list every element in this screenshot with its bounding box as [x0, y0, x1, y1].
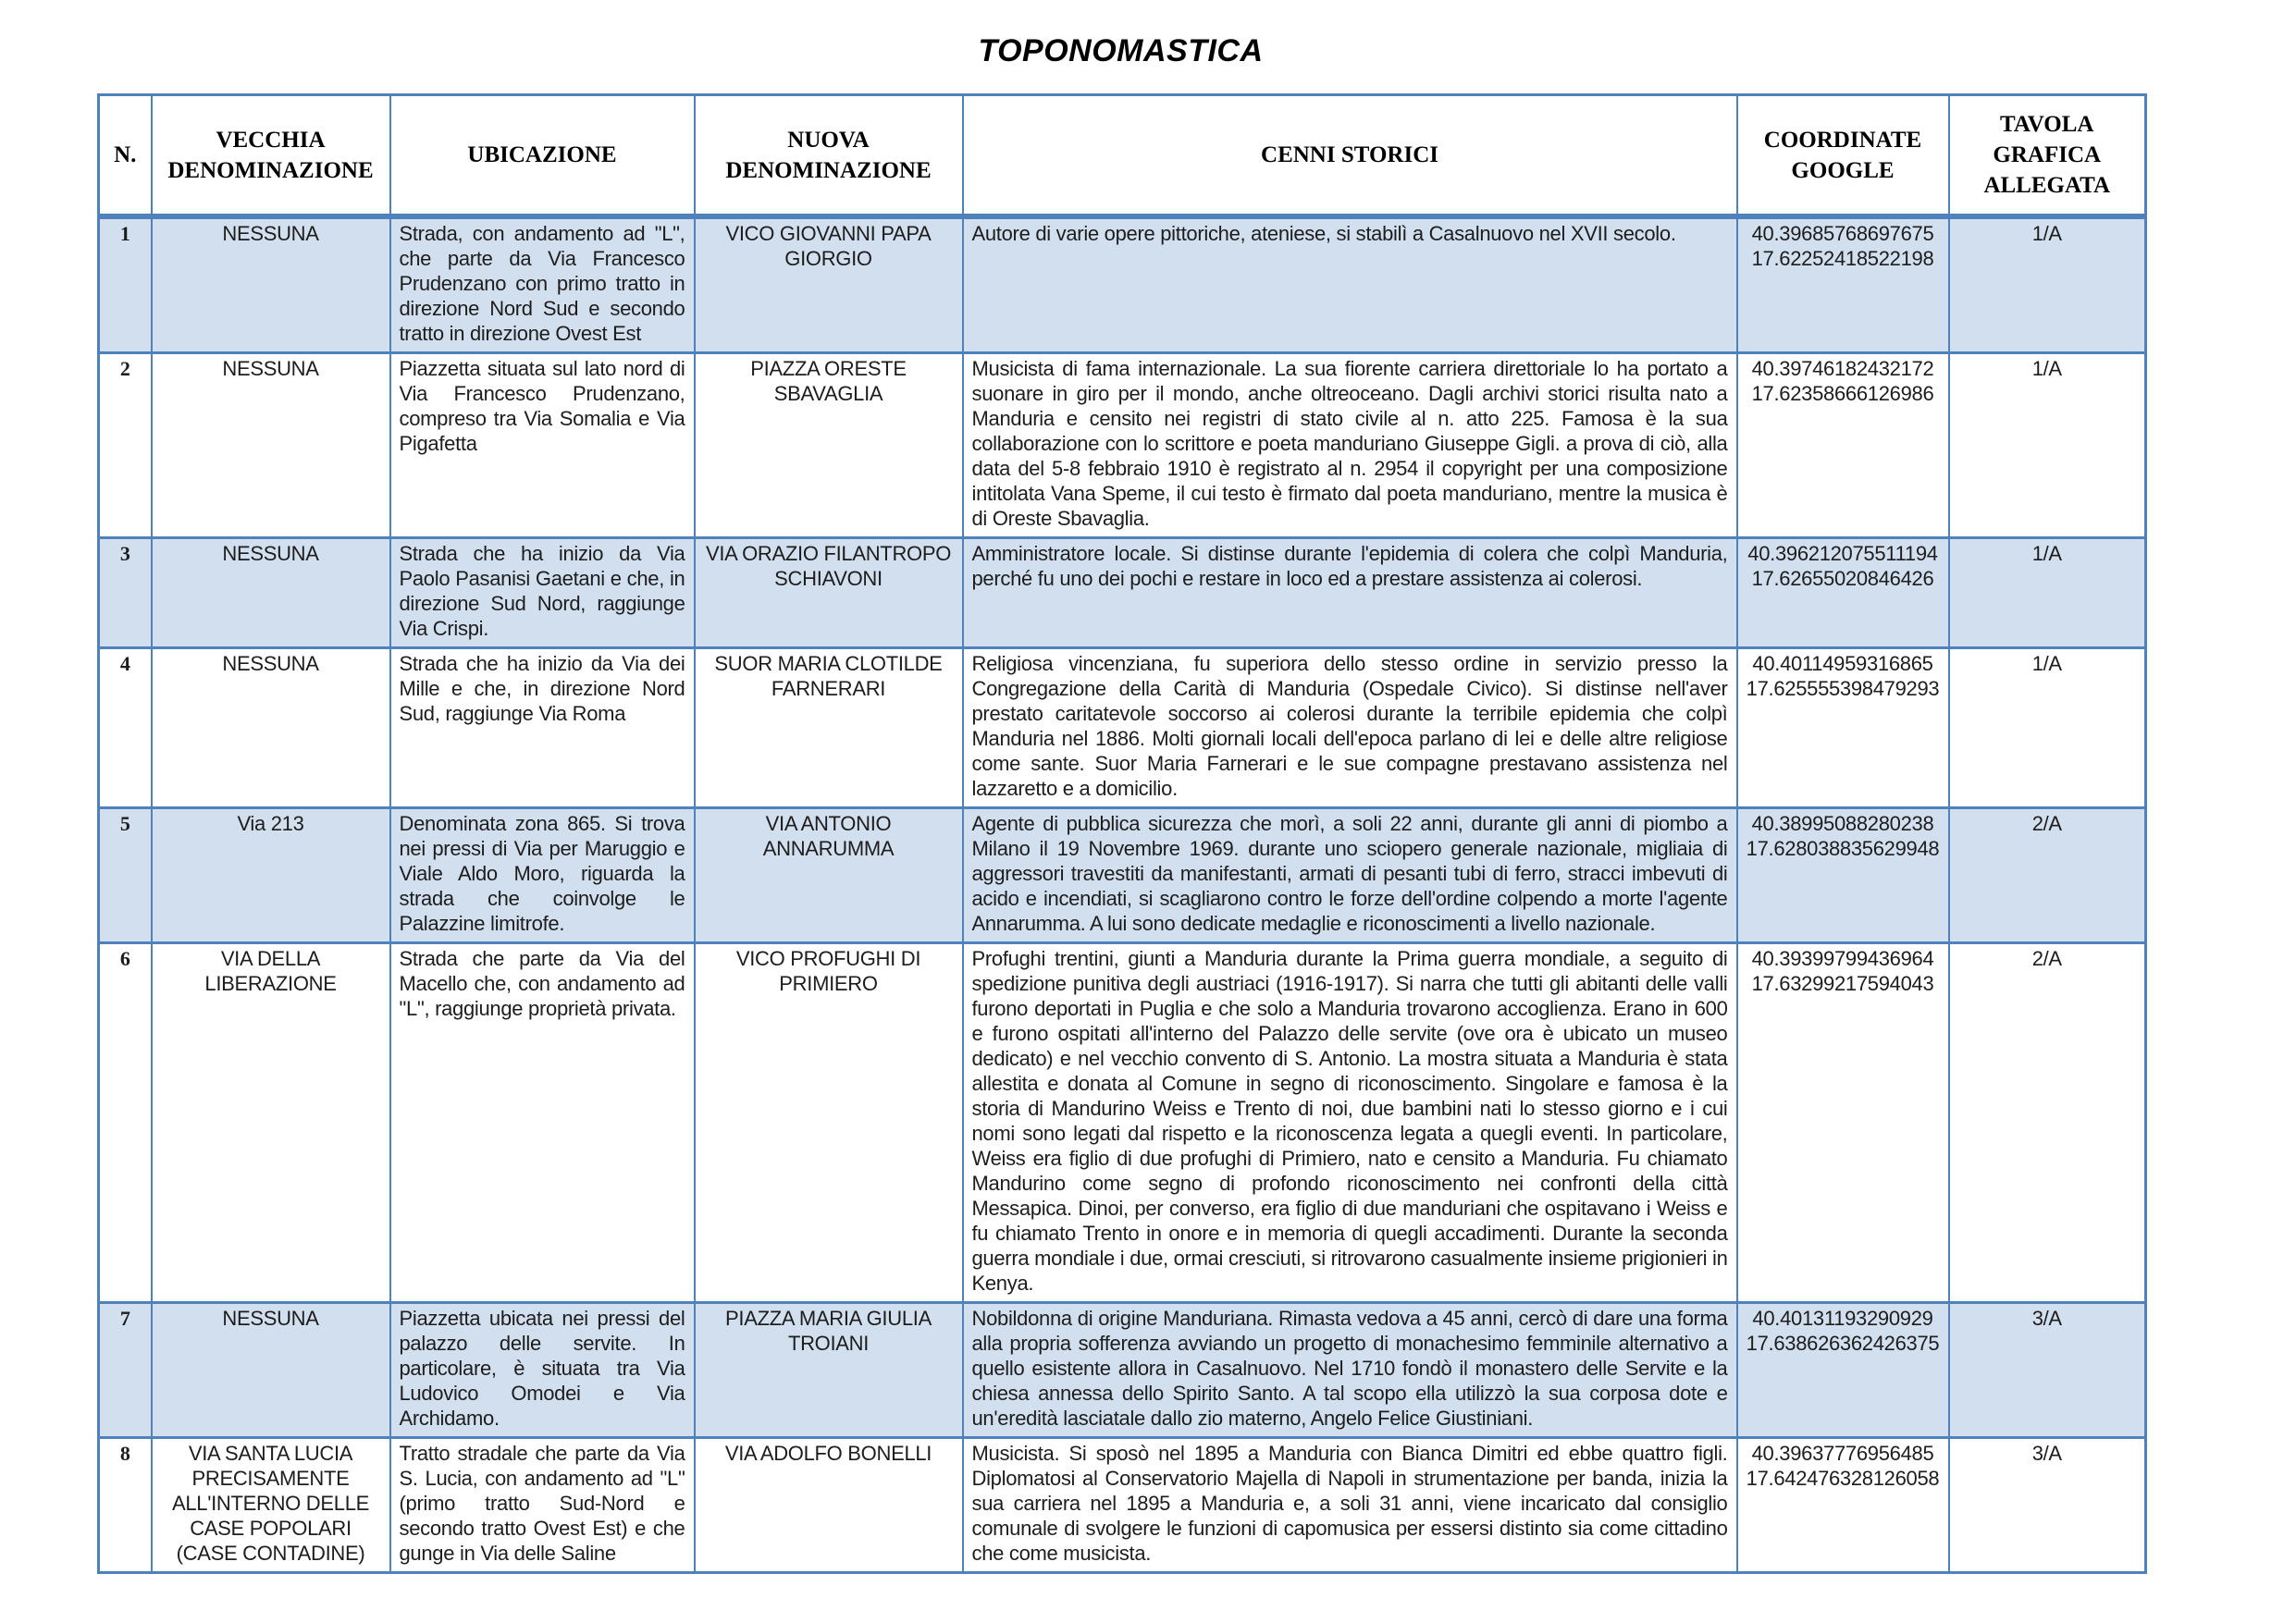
cell-tavola-grafica: 3/A — [1949, 1303, 2146, 1438]
cell-tavola-grafica: 3/A — [1949, 1438, 2146, 1573]
cell-nuova-denominazione: PIAZZA MARIA GIULIA TROIANI — [695, 1303, 963, 1438]
cell-nuova-denominazione: SUOR MARIA CLOTILDE FARNERARI — [695, 648, 963, 808]
coordinate-longitude: 17.62358666126986 — [1751, 382, 1934, 405]
cell-coordinate-google — [1737, 648, 1949, 808]
column-header-tavola-grafica: TAVOLA GRAFICA ALLEGATA — [1949, 95, 2146, 217]
row-number: 2 — [99, 353, 152, 538]
cell-ubicazione: Strada che ha inizio da Via Paolo Pasanisi Gaetani e che, in direzione Sud Nord, raggiunge Via Crispi. — [390, 538, 695, 648]
cell-vecchia-denominazione: NESSUNA — [152, 538, 390, 648]
table-body — [99, 216, 2146, 1573]
cell-nuova-denominazione: VICO GIOVANNI PAPA GIORGIO — [695, 216, 963, 353]
row-number: 8 — [99, 1438, 152, 1573]
cell-coordinate-google — [1737, 216, 1949, 353]
table-header — [99, 95, 2146, 217]
table-row — [99, 1438, 2146, 1573]
coordinate-latitude: 40.38995088280238 — [1751, 812, 1934, 835]
cell-ubicazione: Piazzetta situata sul lato nord di Via Francesco Prudenzano, compreso tra Via Somalia e Via Pigafetta — [390, 353, 695, 538]
coordinate-longitude: 17.62655020846426 — [1751, 567, 1934, 590]
column-header-coordinate-google: COORDINATE GOOGLE — [1737, 95, 1949, 217]
cell-cenni-storici: Profughi trentini, giunti a Manduria durante la Prima guerra mondiale, a seguito di spedizione punitiva degli austriaci (1916-1917). Si narra che tutti gli abitanti delle valli furono deportati in Puglia e che solo a Manduria trovarono accoglienza. Erano in 600 e furono ospitati all'interno del Palazzo delle servite (ove ora è ubicato un museo dedicato) e nel vecchio convento di S. Antonio. La mostra situata a Manduria è stata allestita e donata al Comune in segno di riconoscimento. Singolare e famosa è la storia di Mandurino Weiss e Trento di noi, due bambini nati lo stesso giorno e i cui nomi sono legati dal rispetto e la riconoscenza legata a quegli eventi. In particolare, Weiss era figlio di due profughi di Primiero, nato e censito a Manduria. Fu chiamato Mandurino come segno di profondo riconoscimento nei confronti della città Messapica. Dinoi, per converso, era figlio di due manduriani che ospitavano i Weiss e fu chiamato Trento in onore e in memoria di quegli accadimenti. Durante la seconda guerra mondiale i due, ormai cresciuti, si ritrovarono casualmente insieme prigionieri in Kenya. — [963, 943, 1737, 1303]
cell-ubicazione: Tratto stradale che parte da Via S. Lucia, con andamento ad "L" (primo tratto Sud-Nord e secondo tratto Ovest Est) e che gunge in Via delle Saline — [390, 1438, 695, 1573]
cell-cenni-storici: Autore di varie opere pittoriche, ateniese, si stabilì a Casalnuovo nel XVII secolo. — [963, 216, 1737, 353]
cell-cenni-storici: Amministratore locale. Si distinse durante l'epidemia di colera che colpì Manduria, perché fu uno dei pochi e restare in loco ed a prestare assistenza ai colerosi. — [963, 538, 1737, 648]
cell-coordinate-google — [1737, 538, 1949, 648]
row-number: 4 — [99, 648, 152, 808]
cell-vecchia-denominazione: NESSUNA — [152, 1303, 390, 1438]
row-number: 7 — [99, 1303, 152, 1438]
row-number: 1 — [99, 216, 152, 353]
cell-nuova-denominazione: VIA ADOLFO BONELLI — [695, 1438, 963, 1573]
cell-vecchia-denominazione: NESSUNA — [152, 216, 390, 353]
coordinate-longitude: 17.625555398479293 — [1746, 677, 1940, 700]
cell-tavola-grafica: 2/A — [1949, 943, 2146, 1303]
coordinate-longitude: 17.642476328126058 — [1746, 1467, 1940, 1490]
coordinate-latitude: 40.39746182432172 — [1751, 357, 1934, 380]
cell-coordinate-google — [1737, 353, 1949, 538]
coordinate-latitude: 40.40114959316865 — [1752, 652, 1933, 675]
cell-tavola-grafica: 1/A — [1949, 648, 2146, 808]
cell-nuova-denominazione: VIA ANTONIO ANNARUMMA — [695, 808, 963, 943]
cell-tavola-grafica: 1/A — [1949, 353, 2146, 538]
coordinate-longitude: 17.62252418522198 — [1751, 247, 1934, 270]
cell-cenni-storici: Musicista di fama internazionale. La sua fiorente carriera direttoriale lo ha portato a suonare in giro per il mondo, anche oltreoceano. Dagli archivi storici risulta nato a Manduria e censito nei registri di stato civile al n. atto 225. Famosa è la sua collaborazione con lo scrittore e poeta manduriano Giuseppe Gigli. a prova di ciò, alla data del 5-8 febbraio 1910 è registrato al n. 2954 il copyright per una composizione intitolata Vana Speme, il cui testo è firmato dal poeta manduriano, mentre la musica è di Oreste Sbavaglia. — [963, 353, 1737, 538]
coordinate-longitude: 17.638626362426375 — [1746, 1332, 1940, 1355]
coordinate-latitude: 40.396212075511194 — [1747, 542, 1938, 565]
cell-ubicazione: Denominata zona 865. Si trova nei pressi di Via per Maruggio e Viale Aldo Moro, riguarda la strada che coinvolge le Palazzine limitrofe. — [390, 808, 695, 943]
cell-cenni-storici: Agente di pubblica sicurezza che morì, a soli 22 anni, durante gli anni di piombo a Milano il 19 Novembre 1969. durante uno sciopero generale nazionale, migliaia di aggressori travestiti da manifestanti, armati di pesanti tubi di ferro, stracci imbevuti di acido e incendiati, si scagliarono contro le forze dell'ordine colpendo a morte l'agente Annarumma. A lui sono dedicate medaglie e riconoscimenti a livello nazionale. — [963, 808, 1737, 943]
coordinate-longitude: 17.63299217594043 — [1751, 972, 1934, 995]
column-header-n: N. — [99, 95, 152, 217]
column-header-vecchia-denominazione: VECCHIA DENOMINAZIONE — [152, 95, 390, 217]
cell-ubicazione: Strada che ha inizio da Via dei Mille e che, in direzione Nord Sud, raggiunge Via Roma — [390, 648, 695, 808]
table-row — [99, 808, 2146, 943]
row-number: 5 — [99, 808, 152, 943]
cell-cenni-storici: Nobildonna di origine Manduriana. Rimasta vedova a 45 anni, cercò di dare una forma alla propria sofferenza avviando un progetto di monachesimo femminile alternativo a quello esistente allora in Casalnuovo. Nel 1710 fondò il monastero delle Servite e la chiesa annessa dello Spirito Santo. A tal scopo ella utilizzò la sua corposa dote e un'eredità lasciatale dallo zio materno, Angelo Felice Giustiniani. — [963, 1303, 1737, 1438]
table-row — [99, 353, 2146, 538]
table-row — [99, 943, 2146, 1303]
coordinate-longitude: 17.628038835629948 — [1746, 837, 1940, 860]
cell-coordinate-google — [1737, 943, 1949, 1303]
cell-tavola-grafica: 1/A — [1949, 538, 2146, 648]
cell-vecchia-denominazione: NESSUNA — [152, 648, 390, 808]
cell-vecchia-denominazione: VIA SANTA LUCIA PRECISAMENTE ALL'INTERNO DELLE CASE POPOLARI (CASE CONTADINE) — [152, 1438, 390, 1573]
cell-cenni-storici: Musicista. Si sposò nel 1895 a Manduria con Bianca Dimitri ed ebbe quattro figli. Diplomatosi al Conservatorio Majella di Napoli in strumentazione per banda, inizia la sua carriera nel 1895 a Manduria e, a soli 31 anni, viene incaricato dal consiglio comunale di svolgere le funzioni di capomusica per essersi distinto sia come cittadino che come musicista. — [963, 1438, 1737, 1573]
coordinate-latitude: 40.39637776956485 — [1751, 1442, 1934, 1465]
cell-ubicazione: Strada che parte da Via del Macello che, con andamento ad "L", raggiunge proprietà privata. — [390, 943, 695, 1303]
page-title: TOPONOMASTICA — [978, 33, 1264, 68]
cell-cenni-storici: Religiosa vincenziana, fu superiora dello stesso ordine in servizio presso la Congregazione della Carità di Manduria (Ospedale Civico). Si distinse nell'aver prestato caritatevole soccorso ai colerosi durante la terribile epidemia che colpì Manduria nel 1886. Molti giornali locali dell'epoca parlano di lei e delle altre religiose come sante. Suor Maria Farnerari e le sue compagne prestavano assistenza nel lazzaretto e a domicilio. — [963, 648, 1737, 808]
coordinate-latitude: 40.39399799436964 — [1751, 947, 1934, 970]
row-number: 3 — [99, 538, 152, 648]
cell-vecchia-denominazione: VIA DELLA LIBERAZIONE — [152, 943, 390, 1303]
cell-vecchia-denominazione: Via 213 — [152, 808, 390, 943]
column-header-cenni-storici: CENNI STORICI — [963, 95, 1737, 217]
table-row — [99, 538, 2146, 648]
cell-nuova-denominazione: VICO PROFUGHI DI PRIMIERO — [695, 943, 963, 1303]
cell-vecchia-denominazione: NESSUNA — [152, 353, 390, 538]
column-header-nuova-denominazione: NUOVA DENOMINAZIONE — [695, 95, 963, 217]
header-row — [99, 95, 2146, 217]
document-content — [97, 33, 2144, 1623]
coordinate-latitude: 40.39685768697675 — [1751, 222, 1934, 245]
row-number: 6 — [99, 943, 152, 1303]
cell-nuova-denominazione: VIA ORAZIO FILANTROPO SCHIAVONI — [695, 538, 963, 648]
cell-nuova-denominazione: PIAZZA ORESTE SBAVAGLIA — [695, 353, 963, 538]
cell-coordinate-google — [1737, 808, 1949, 943]
toponomastica-table — [97, 93, 2147, 1574]
cell-coordinate-google — [1737, 1303, 1949, 1438]
cell-tavola-grafica: 1/A — [1949, 216, 2146, 353]
cell-ubicazione: Piazzetta ubicata nei pressi del palazzo delle servite. In particolare, è situata tra Via Ludovico Omodei e Via Archidamo. — [390, 1303, 695, 1438]
table-row — [99, 1303, 2146, 1438]
coordinate-latitude: 40.40131193290929 — [1752, 1307, 1933, 1330]
cell-coordinate-google — [1737, 1438, 1949, 1573]
column-header-ubicazione: UBICAZIONE — [390, 95, 695, 217]
cell-ubicazione: Strada, con andamento ad "L", che parte da Via Francesco Prudenzano con primo tratto in direzione Nord Sud e secondo tratto in direzione Ovest Est — [390, 216, 695, 353]
table-row — [99, 648, 2146, 808]
cell-tavola-grafica: 2/A — [1949, 808, 2146, 943]
table-row — [99, 216, 2146, 353]
